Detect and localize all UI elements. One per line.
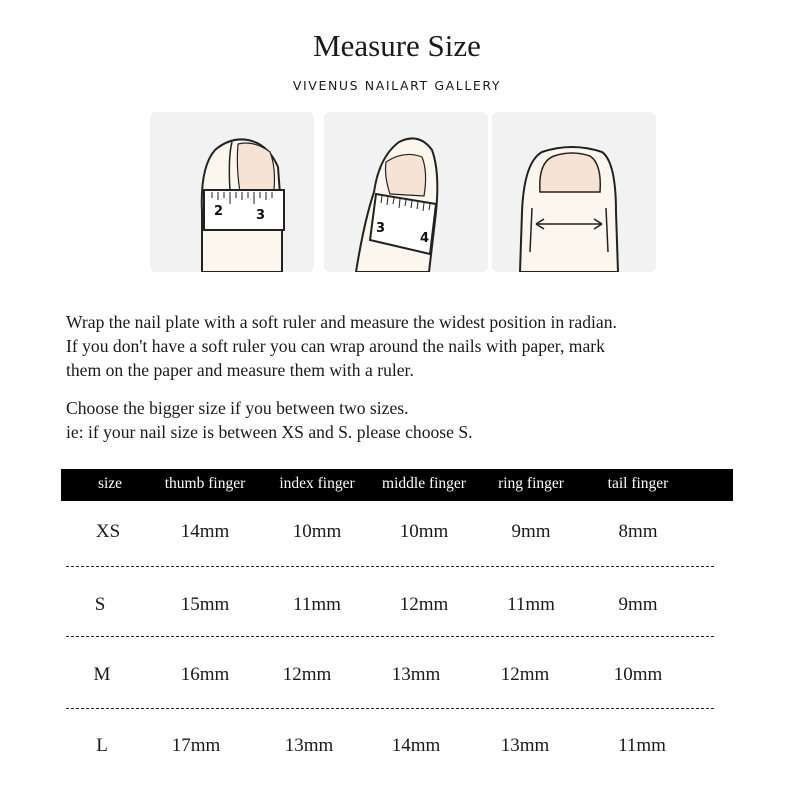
row-divider — [66, 566, 714, 567]
ruler-number: 4 — [420, 231, 430, 246]
instruction-line: them on the paper and measure them with a ruler. — [66, 360, 414, 380]
size-label: XS — [95, 521, 121, 542]
tail-value: 9mm — [618, 594, 658, 615]
middle-value: 10mm — [399, 521, 449, 542]
header-tail-finger: tail finger — [607, 475, 669, 492]
thumb-value: 16mm — [180, 664, 230, 685]
middle-value: 13mm — [391, 664, 441, 685]
size-table-header — [61, 469, 733, 501]
instruction-line: If you don't have a soft ruler you can wrap around the nails with paper, mark — [66, 336, 605, 356]
tail-value: 8mm — [618, 521, 658, 542]
index-value: 10mm — [292, 521, 342, 542]
ring-value: 12mm — [500, 664, 550, 685]
row-divider — [66, 708, 714, 709]
middle-value: 14mm — [391, 735, 441, 756]
page-title: Measure Size — [313, 28, 481, 63]
table-row — [0, 521, 794, 561]
ring-value: 9mm — [511, 521, 551, 542]
table-row — [0, 594, 794, 634]
header-ring-finger: ring finger — [498, 475, 564, 492]
brand-subtitle: VIVENUS NAILART GALLERY — [292, 78, 502, 93]
index-value: 13mm — [284, 735, 334, 756]
thumb-value: 15mm — [180, 594, 230, 615]
thumb-ruler-illustration — [150, 112, 314, 272]
ruler-number: 2 — [214, 204, 224, 219]
header-index-finger: index finger — [279, 475, 355, 492]
finger-ruler-illustration — [324, 112, 488, 272]
header-thumb-finger: thumb finger — [164, 475, 246, 492]
ring-value: 11mm — [507, 594, 555, 615]
header-size: size — [97, 475, 123, 492]
tail-value: 10mm — [613, 664, 663, 685]
instruction-line: Choose the bigger size if you between two sizes. — [66, 398, 409, 418]
ring-value: 13mm — [500, 735, 550, 756]
thumb-value: 17mm — [171, 735, 221, 756]
thumb-value: 14mm — [180, 521, 230, 542]
size-label: M — [93, 664, 111, 685]
nail-width-illustration — [492, 112, 656, 272]
size-label: L — [96, 735, 108, 756]
index-value: 12mm — [282, 664, 332, 685]
ruler-number: 3 — [376, 221, 386, 236]
table-row — [0, 664, 794, 704]
size-label: S — [94, 594, 106, 615]
row-divider — [66, 636, 714, 637]
instructions-paragraph-1 — [66, 310, 766, 382]
header-middle-finger: middle finger — [382, 475, 466, 492]
table-row — [0, 735, 794, 775]
ruler-number: 3 — [256, 208, 266, 223]
instructions-paragraph-2 — [66, 396, 766, 444]
index-value: 11mm — [293, 594, 341, 615]
instruction-line: ie: if your nail size is between XS and S. please choose S. — [66, 422, 473, 442]
middle-value: 12mm — [399, 594, 449, 615]
instruction-line: Wrap the nail plate with a soft ruler and measure the widest position in radian. — [66, 312, 617, 332]
tail-value: 11mm — [618, 735, 666, 756]
